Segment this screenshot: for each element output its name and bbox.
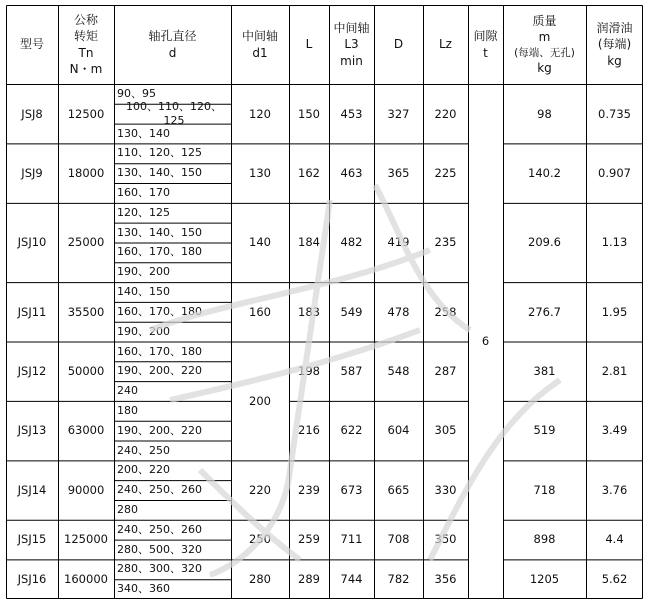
header-Lz [423,5,468,84]
header-oil-line: kg [607,53,622,68]
header-gap-line: 间隙 [473,29,498,44]
cell-torque: 18000 [67,165,105,180]
cell-D: 708 [387,532,410,547]
bore-sizes: 160、170、180 [117,304,202,318]
cell-L: 162 [298,165,320,180]
cell-Lz: 225 [434,165,457,180]
header-Lz-line: Lz [439,37,452,52]
cell-Lz: 330 [434,482,457,497]
cell-mass: 140.2 [528,165,561,180]
bore-sizes: 240 [117,384,138,398]
cell-oil: 4.4 [605,532,624,547]
cell-L: 183 [298,304,320,319]
header-D-line: D [393,37,404,52]
bore-sizes: 180 [117,403,138,417]
cell-gap: 6 [481,334,490,349]
header-shaft [231,5,289,84]
bore-sizes: 190、200、220 [117,423,202,437]
cell-mass: 519 [533,423,556,438]
bore-sizes: 190、200 [117,265,170,279]
cell-D: 327 [387,106,410,121]
header-mass-line: 质量 [532,14,557,29]
bore-sizes: 130、140 [117,126,170,140]
bore-sizes: 110、120、125 [117,146,202,160]
cell-torque: 160000 [64,571,108,586]
bore-sizes: 130、140、150 [117,225,202,239]
header-torque-line: 转矩 [73,29,98,44]
cell-model: JSJ13 [17,423,47,438]
header-oil-line: 润滑油 [596,21,633,36]
cell-torque: 50000 [67,364,105,379]
cell-oil: 0.907 [598,165,631,180]
cell-d1: 140 [249,235,271,250]
cell-model: JSJ8 [21,106,43,121]
cell-d1: 280 [249,571,271,586]
cell-D: 604 [387,423,410,438]
header-model [6,5,58,84]
cell-mass: 209.6 [528,235,561,250]
bore-sizes: 100、110、120、125 [126,99,222,127]
cell-L3: 673 [340,482,363,497]
cell-torque: 90000 [67,482,105,497]
header-L-line: L [305,37,313,52]
cell-L3: 549 [340,304,363,319]
cell-mass: 1205 [529,571,560,586]
header-torque-line: N・m [69,61,103,76]
cell-oil: 3.76 [601,482,628,497]
cell-L3: 744 [340,571,363,586]
cell-oil: 0.735 [598,106,631,121]
cell-D: 665 [387,482,410,497]
header-L3-line: min [340,53,363,68]
cell-L: 216 [298,423,320,438]
cell-Lz: 356 [434,571,457,586]
bore-sizes: 190、200 [117,324,170,338]
cell-L: 184 [298,235,320,250]
cell-model: JSJ10 [17,235,47,250]
cell-D: 365 [387,165,410,180]
cell-L3: 453 [340,106,363,121]
header-L3 [329,5,374,84]
bore-sizes: 190、200、220 [117,364,202,378]
header-mass-line: m [538,30,551,45]
cell-torque: 63000 [67,423,105,438]
cell-d1: 250 [249,532,271,547]
header-mass-line: kg [537,60,552,75]
header-mass-line: (每端、无孔) [514,46,575,59]
bore-sizes: 240、250、260 [117,522,202,536]
header-L3-line: 中间轴 [333,21,370,36]
cell-L3: 711 [340,532,363,547]
header-oil [586,5,643,84]
cell-oil: 2.81 [601,364,628,379]
cell-mass: 98 [537,106,552,121]
cell-torque: 25000 [67,235,105,250]
cell-L: 150 [298,106,320,121]
cell-L3: 622 [340,423,363,438]
bore-sizes: 160、170、180 [117,245,202,259]
cell-L3: 587 [340,364,363,379]
header-gap [468,5,503,84]
cell-Lz: 235 [434,235,457,250]
cell-torque: 35500 [67,304,105,319]
header-shaft-line: 中间轴 [241,29,278,44]
cell-model: JSJ14 [17,482,47,497]
header-torque [58,5,114,84]
header-bore-line: 轴孔直径 [148,29,197,44]
bore-sizes: 240、250、260 [117,483,202,497]
cell-mass: 898 [533,532,556,547]
header-mass [503,5,586,84]
cell-d1: 120 [249,106,271,121]
header-torque-line: Tn [78,45,94,60]
bore-sizes: 140、150 [117,285,170,299]
header-bore [114,5,231,84]
cell-torque: 12500 [67,106,105,121]
cell-L3: 482 [340,235,363,250]
cell-torque: 125000 [64,532,108,547]
cell-mass: 718 [533,482,556,497]
header-L [289,5,329,84]
cell-Lz: 287 [434,364,457,379]
cell-D: 419 [387,235,410,250]
cell-D: 478 [387,304,410,319]
bore-sizes: 280、300、320 [117,562,202,576]
cell-oil: 5.62 [601,571,628,586]
cell-L: 198 [298,364,320,379]
bore-sizes: 280、500、320 [117,542,202,556]
cell-Lz: 220 [434,106,457,121]
cell-model: JSJ11 [17,304,47,319]
cell-d1: 160 [249,304,271,319]
header-shaft-line: d1 [252,45,268,60]
header-torque-line: 公称 [73,13,98,28]
header-D [374,5,423,84]
cell-model: JSJ15 [17,532,47,547]
cell-Lz: 258 [434,304,457,319]
cell-model: JSJ9 [21,165,43,180]
bore-sizes: 130、140、150 [117,166,202,180]
bore-sizes: 240、250 [117,443,170,457]
cell-d1: 130 [249,165,271,180]
bore-sizes: 200、220 [117,463,170,477]
bore-sizes: 160、170、180 [117,344,202,358]
bore-sizes: 160、170 [117,186,170,200]
header-gap-line: t [483,45,488,60]
cell-oil: 3.49 [601,423,628,438]
coupling-spec-table [6,5,643,599]
cell-L: 239 [298,482,320,497]
cell-model: JSJ16 [17,571,47,586]
bore-sizes: 280 [117,502,138,516]
cell-mass: 381 [533,364,556,379]
bore-sizes: 120、125 [117,205,170,219]
header-bore-line: d [168,45,177,60]
cell-model: JSJ12 [17,364,47,379]
cell-Lz: 305 [434,423,457,438]
cell-oil: 1.95 [601,304,628,319]
cell-D: 782 [387,571,410,586]
cell-Lz: 350 [434,532,457,547]
cell-d1-shared: 200 [249,393,271,408]
header-L3-line: L3 [344,37,359,52]
cell-L: 259 [298,532,320,547]
header-oil-line: (每端) [597,37,632,52]
header-model-line: 型号 [19,37,44,52]
cell-D: 548 [387,364,410,379]
cell-L3: 463 [340,165,363,180]
cell-d1: 220 [249,482,271,497]
cell-mass: 276.7 [528,304,561,319]
cell-L: 289 [298,571,320,586]
bore-sizes: 90、95 [117,87,156,101]
cell-oil: 1.13 [601,235,628,250]
bore-sizes: 340、360 [117,582,170,596]
